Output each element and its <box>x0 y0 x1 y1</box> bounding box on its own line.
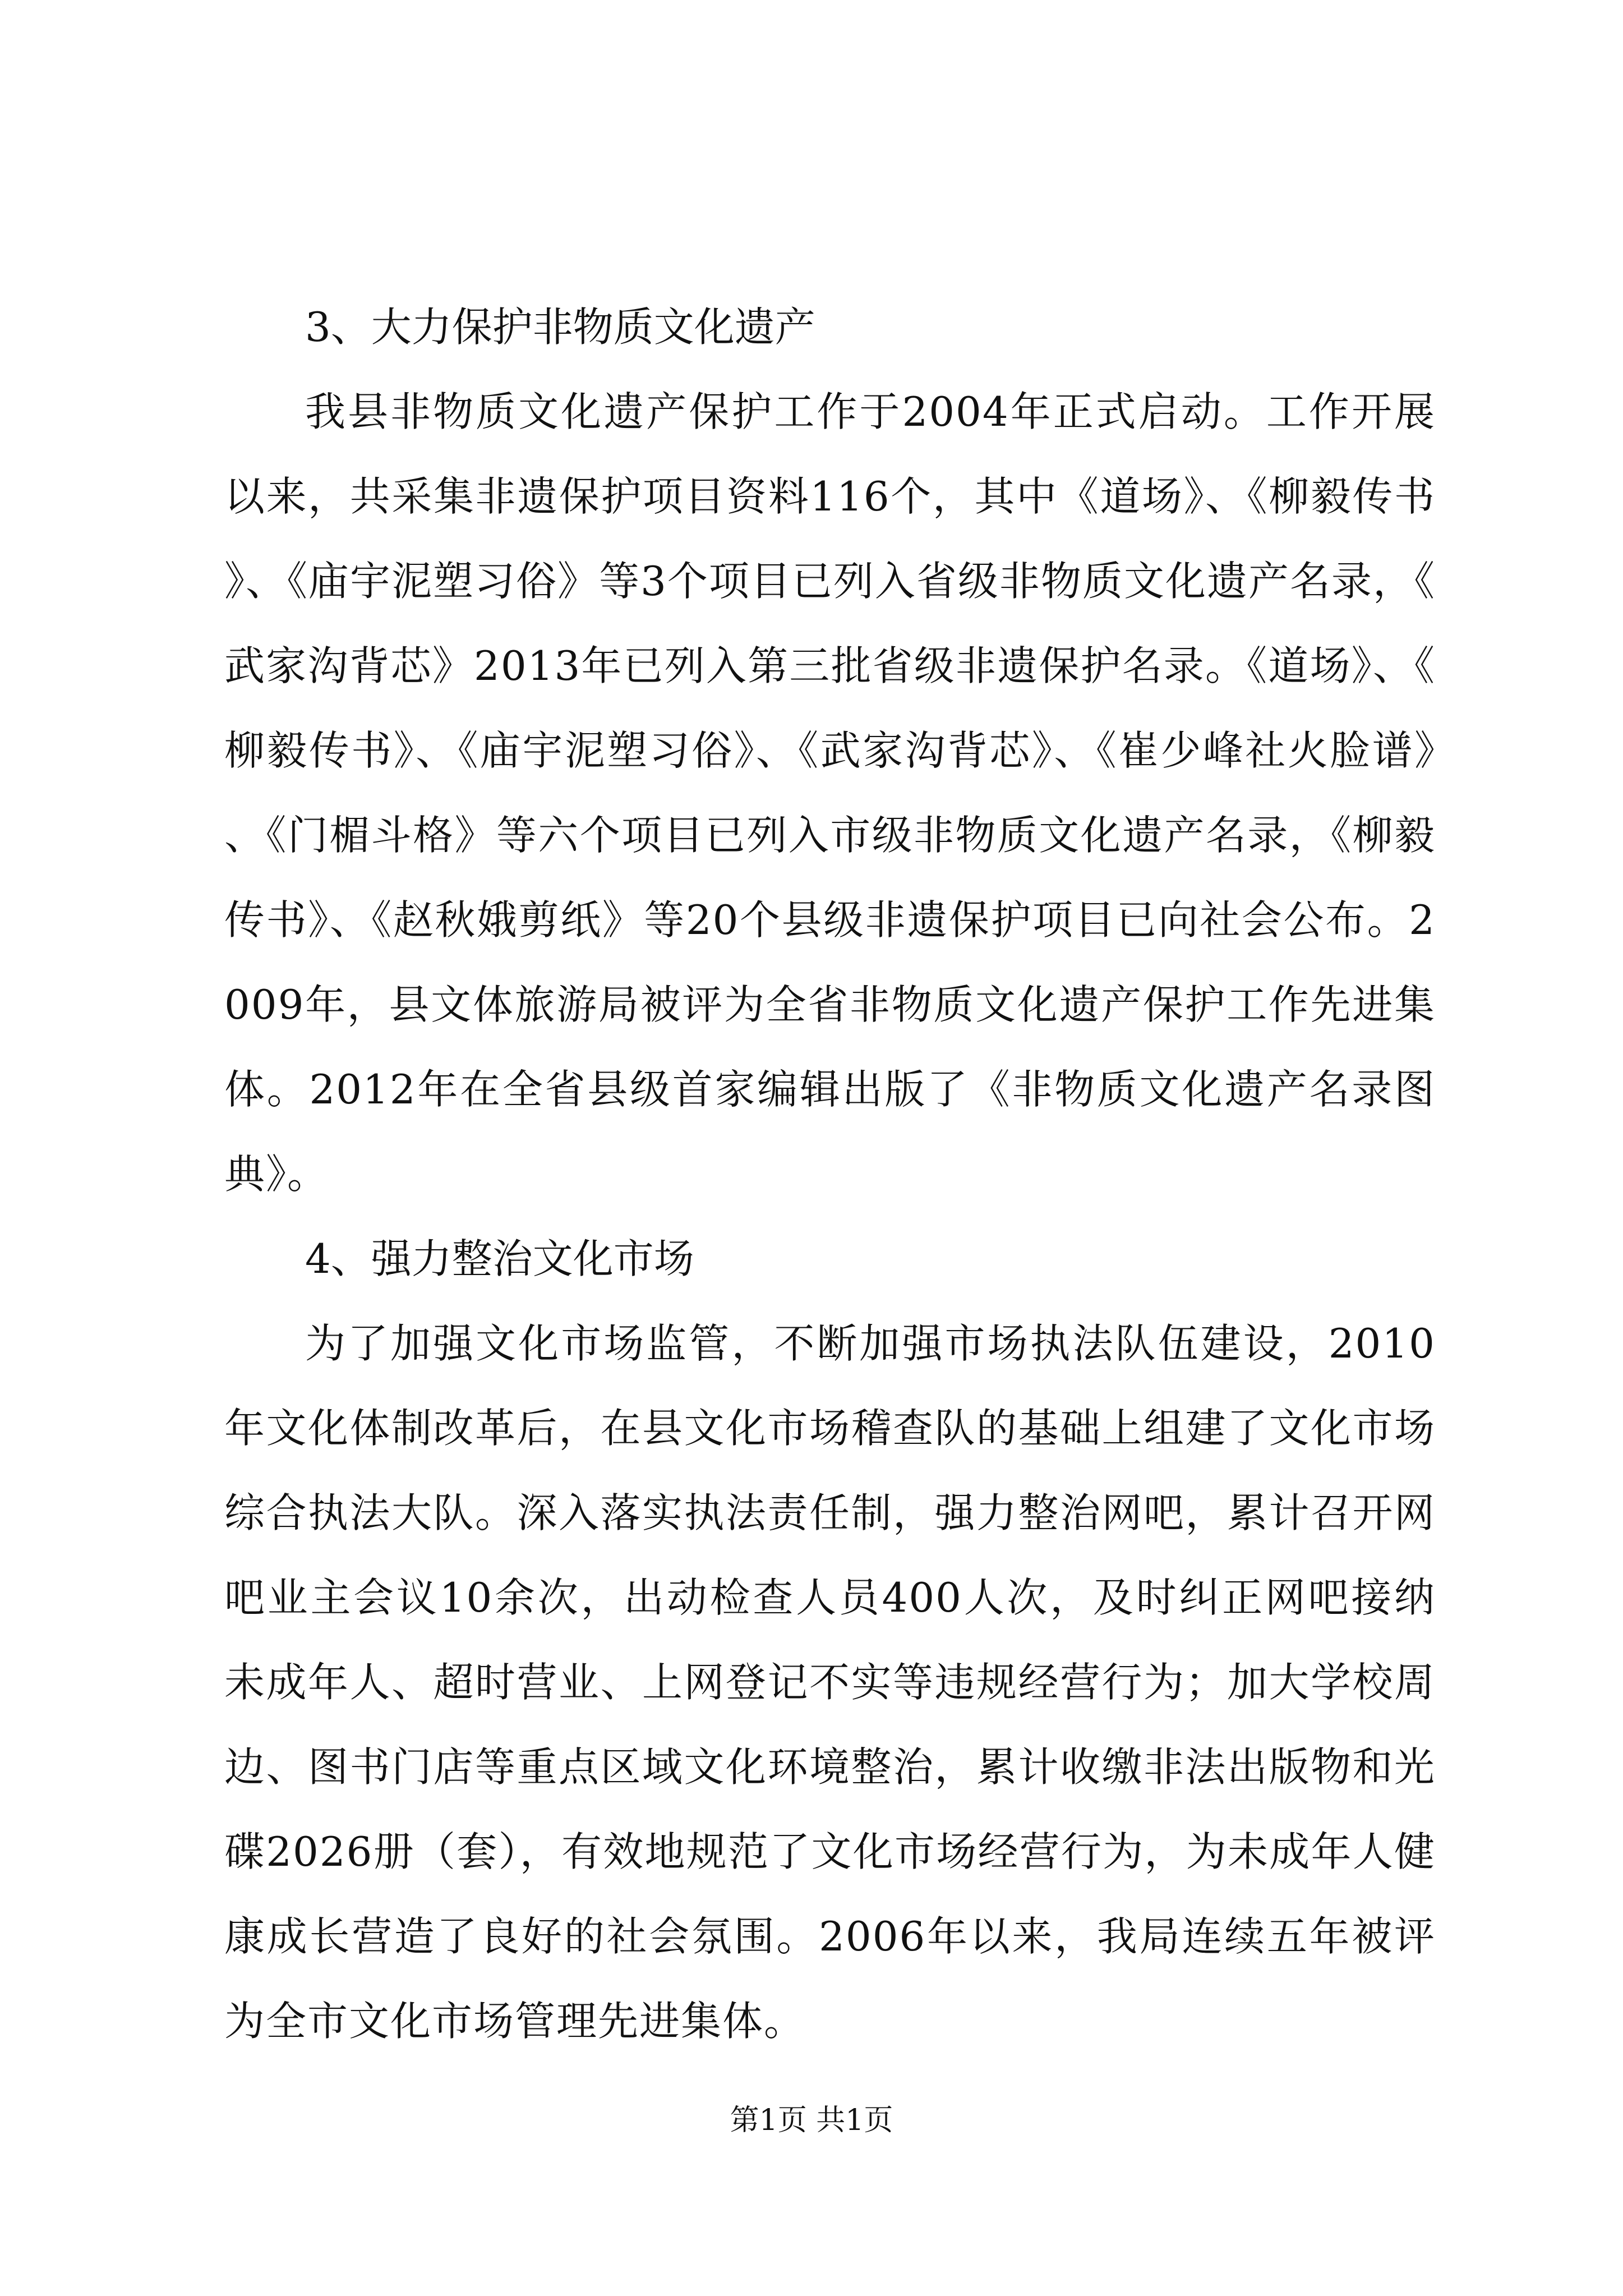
document-body <box>224 285 1436 2064</box>
section-3-heading: 3、大力保护非物质文化遗产 <box>305 303 815 351</box>
section-3-paragraph: 我县非物质文化遗产保护工作于2004年正式启动。工作开展以来，共采集非遗保护项目资料116个，其中《道场》、《柳毅传书》、《庙宇泥塑习俗》等3个项目已列入省级非物质文化遗产名录，《武家沟背芯》2013年已列入第三批省级非遗保护名录。《道场》、《柳毅传书》、《庙宇泥塑习俗》、《武家沟背芯》、《崔少峰社火脸谱》、《门楣斗格》等六个项目已列入市级非物质文化遗产名录，《柳毅传书》、《赵秋娥剪纸》等20个县级非遗保护项目已向社会公布。2009年，县文体旅游局被评为全省非物质文化遗产保护工作先进集体。2012年在全省县级首家编辑出版了《非物质文化遗产名录图典》。 <box>224 388 1436 1198</box>
section-4-heading: 4、强力整治文化市场 <box>305 1235 694 1282</box>
page-number-footer: 第1页 共1页 <box>730 2104 893 2137</box>
section-4-paragraph: 为了加强文化市场监管，不断加强市场执法队伍建设，2010年文化体制改革后，在县文化市场稽查队的基础上组建了文化市场综合执法大队。深入落实执法责任制，强力整治网吧，累计召开网吧业主会议10余次，出动检查人员400人次，及时纠正网吧接纳未成年人、超时营业、上网登记不实等违规经营行为；加大学校周边、图书门店等重点区域文化环境整治，累计收缴非法出版物和光碟2026册（套），有效地规范了文化市场经营行为，为未成年人健康成长营造了良好的社会氛围。2006年以来，我局连续五年被评为全市文化市场管理先进集体。 <box>224 1320 1436 2045</box>
